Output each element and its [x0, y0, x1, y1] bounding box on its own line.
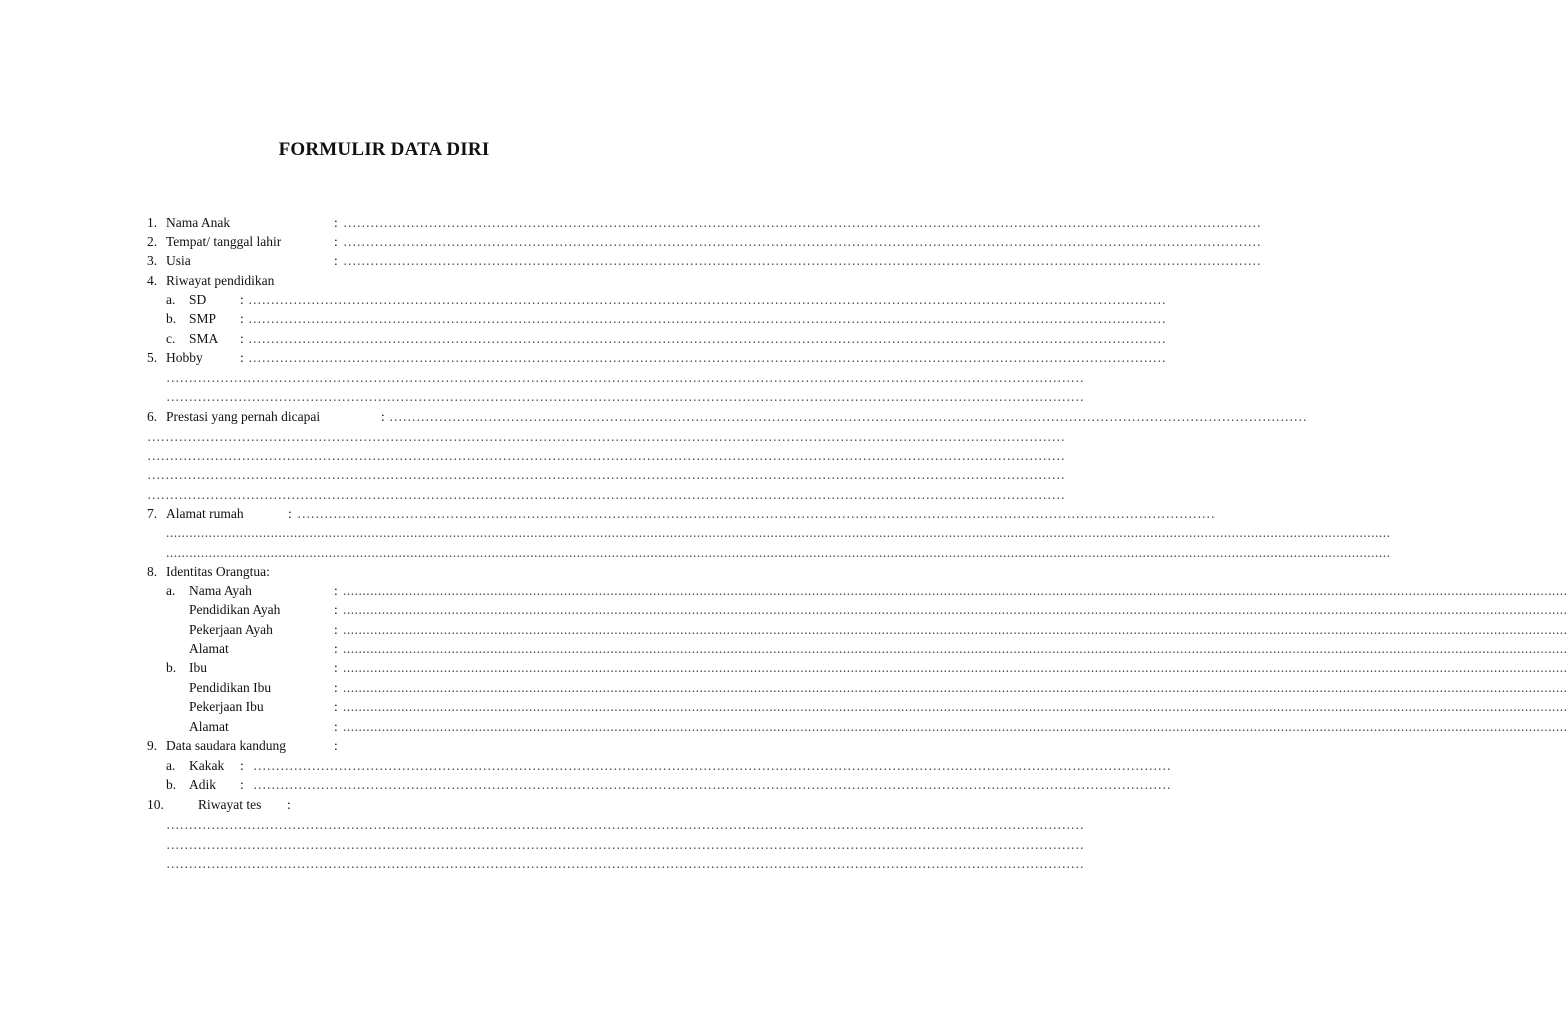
- fill-line-riwayat-tes-3[interactable]: ……………………………………………………………………………………………………………………………………………………………………………………: [166, 856, 1084, 871]
- item-number: 2.: [147, 234, 158, 249]
- colon: :: [240, 777, 244, 792]
- colon: :: [288, 506, 292, 521]
- label-hobby: Hobby: [166, 350, 203, 365]
- colon: :: [240, 350, 244, 365]
- sub-item-letter: a.: [166, 758, 176, 773]
- colon: :: [334, 234, 338, 249]
- colon: :: [334, 215, 338, 230]
- fill-line-kakak[interactable]: ……………………………………………………………………………………………………………………………………………………………………………………: [253, 758, 1171, 773]
- colon: :: [334, 622, 338, 637]
- label-prestasi: Prestasi yang pernah dicapai: [166, 409, 321, 424]
- label-sd: SD: [189, 292, 207, 307]
- label-ibu: Ibu: [189, 660, 207, 675]
- item-number: 5.: [147, 350, 158, 365]
- fill-line-pendidikan-ayah[interactable]: ............................................................................................................................................................................................................................................................................................................................: [343, 602, 1568, 617]
- label-nama-anak: Nama Anak: [166, 215, 231, 230]
- colon: :: [240, 331, 244, 346]
- label-pendidikan-ibu: Pendidikan Ibu: [189, 680, 272, 695]
- item-number: 10.: [147, 797, 164, 812]
- form-title: FORMULIR DATA DIRI: [278, 139, 490, 160]
- fill-line-alamat-rumah[interactable]: ……………………………………………………………………………………………………………………………………………………………………………………: [297, 506, 1215, 521]
- fill-line-alamat-rumah-3[interactable]: ............................................................................................................................................................................................................................................................................................................................: [166, 545, 1391, 560]
- fill-line-sd[interactable]: ……………………………………………………………………………………………………………………………………………………………………………………: [248, 292, 1166, 307]
- fill-line-prestasi-2[interactable]: ……………………………………………………………………………………………………………………………………………………………………………………: [147, 429, 1065, 444]
- fill-line-adik[interactable]: ……………………………………………………………………………………………………………………………………………………………………………………: [253, 777, 1171, 792]
- colon: :: [240, 292, 244, 307]
- label-alamat-rumah: Alamat rumah: [166, 506, 244, 521]
- fill-line-alamat-rumah-2[interactable]: ............................................................................................................................................................................................................................................................................................................................: [166, 525, 1391, 540]
- fill-line-nama-ayah[interactable]: ............................................................................................................................................................................................................................................................................................................................: [343, 583, 1568, 598]
- sub-item-letter: b.: [166, 660, 177, 675]
- sub-item-letter: a.: [166, 292, 176, 307]
- fill-line-prestasi-5[interactable]: ……………………………………………………………………………………………………………………………………………………………………………………: [147, 487, 1065, 502]
- label-data-saudara-kandung: Data saudara kandung: [166, 738, 286, 753]
- fill-line-usia[interactable]: ……………………………………………………………………………………………………………………………………………………………………………………: [343, 253, 1261, 268]
- sub-item-letter: a.: [166, 583, 176, 598]
- label-pekerjaan-ayah: Pekerjaan Ayah: [189, 622, 273, 637]
- fill-line-alamat-ayah[interactable]: ............................................................................................................................................................................................................................................................................................................................: [343, 641, 1568, 656]
- item-number: 4.: [147, 273, 158, 288]
- item-number: 3.: [147, 253, 158, 268]
- label-adik: Adik: [189, 777, 216, 792]
- colon: :: [334, 719, 338, 734]
- item-number: 1.: [147, 215, 158, 230]
- colon: :: [334, 602, 338, 617]
- fill-line-prestasi[interactable]: ……………………………………………………………………………………………………………………………………………………………………………………: [389, 409, 1307, 424]
- colon: :: [240, 311, 244, 326]
- sub-item-letter: b.: [166, 777, 177, 792]
- fill-line-prestasi-3[interactable]: ……………………………………………………………………………………………………………………………………………………………………………………: [147, 448, 1065, 463]
- colon: :: [334, 583, 338, 598]
- fill-line-nama-anak[interactable]: ……………………………………………………………………………………………………………………………………………………………………………………: [343, 215, 1261, 230]
- label-usia: Usia: [166, 253, 191, 268]
- label-sma: SMA: [189, 331, 219, 346]
- label-pekerjaan-ibu: Pekerjaan Ibu: [189, 699, 264, 714]
- label-riwayat-pendidikan: Riwayat pendidikan: [166, 273, 275, 288]
- colon: :: [334, 699, 338, 714]
- fill-line-riwayat-tes-2[interactable]: ……………………………………………………………………………………………………………………………………………………………………………………: [166, 837, 1084, 852]
- fill-line-smp[interactable]: ……………………………………………………………………………………………………………………………………………………………………………………: [248, 311, 1166, 326]
- fill-line-pekerjaan-ibu[interactable]: ............................................................................................................................................................................................................................................................................................................................: [343, 699, 1568, 714]
- label-alamat-ibu: Alamat: [189, 719, 229, 734]
- colon: :: [334, 253, 338, 268]
- fill-line-hobby[interactable]: ……………………………………………………………………………………………………………………………………………………………………………………: [248, 350, 1166, 365]
- label-nama-ayah: Nama Ayah: [189, 583, 252, 598]
- colon: :: [334, 660, 338, 675]
- label-kakak: Kakak: [189, 758, 225, 773]
- fill-line-tempat-tanggal-lahir[interactable]: ……………………………………………………………………………………………………………………………………………………………………………………: [343, 234, 1261, 249]
- colon: :: [334, 680, 338, 695]
- fill-line-alamat-ibu[interactable]: ............................................................................................................................................................................................................................................................................................................................: [343, 719, 1568, 734]
- label-identitas-orangtua: Identitas Orangtua:: [166, 564, 270, 579]
- colon: :: [334, 738, 338, 753]
- label-riwayat-tes: Riwayat tes: [198, 797, 262, 812]
- fill-line-ibu[interactable]: ............................................................................................................................................................................................................................................................................................................................: [343, 660, 1568, 675]
- fill-line-sma[interactable]: ……………………………………………………………………………………………………………………………………………………………………………………: [248, 331, 1166, 346]
- item-number: 8.: [147, 564, 158, 579]
- item-number: 9.: [147, 738, 158, 753]
- sub-item-letter: c.: [166, 331, 176, 346]
- colon: :: [240, 758, 244, 773]
- fill-line-pekerjaan-ayah[interactable]: ............................................................................................................................................................................................................................................................................................................................: [343, 622, 1568, 637]
- label-alamat-ayah: Alamat: [189, 641, 229, 656]
- colon: :: [287, 797, 291, 812]
- item-number: 7.: [147, 506, 158, 521]
- label-pendidikan-ayah: Pendidikan Ayah: [189, 602, 281, 617]
- item-number: 6.: [147, 409, 158, 424]
- fill-line-hobby-3[interactable]: ……………………………………………………………………………………………………………………………………………………………………………………: [166, 389, 1084, 404]
- fill-line-pendidikan-ibu[interactable]: ............................................................................................................................................................................................................................................................................................................................: [343, 680, 1568, 695]
- fill-line-prestasi-4[interactable]: ……………………………………………………………………………………………………………………………………………………………………………………: [147, 467, 1065, 482]
- fill-line-hobby-2[interactable]: ……………………………………………………………………………………………………………………………………………………………………………………: [166, 370, 1084, 385]
- sub-item-letter: b.: [166, 311, 177, 326]
- colon: :: [334, 641, 338, 656]
- label-smp: SMP: [189, 311, 217, 326]
- fill-line-riwayat-tes[interactable]: ……………………………………………………………………………………………………………………………………………………………………………………: [166, 817, 1084, 832]
- colon: :: [381, 409, 385, 424]
- label-tempat-tanggal-lahir: Tempat/ tanggal lahir: [166, 234, 282, 249]
